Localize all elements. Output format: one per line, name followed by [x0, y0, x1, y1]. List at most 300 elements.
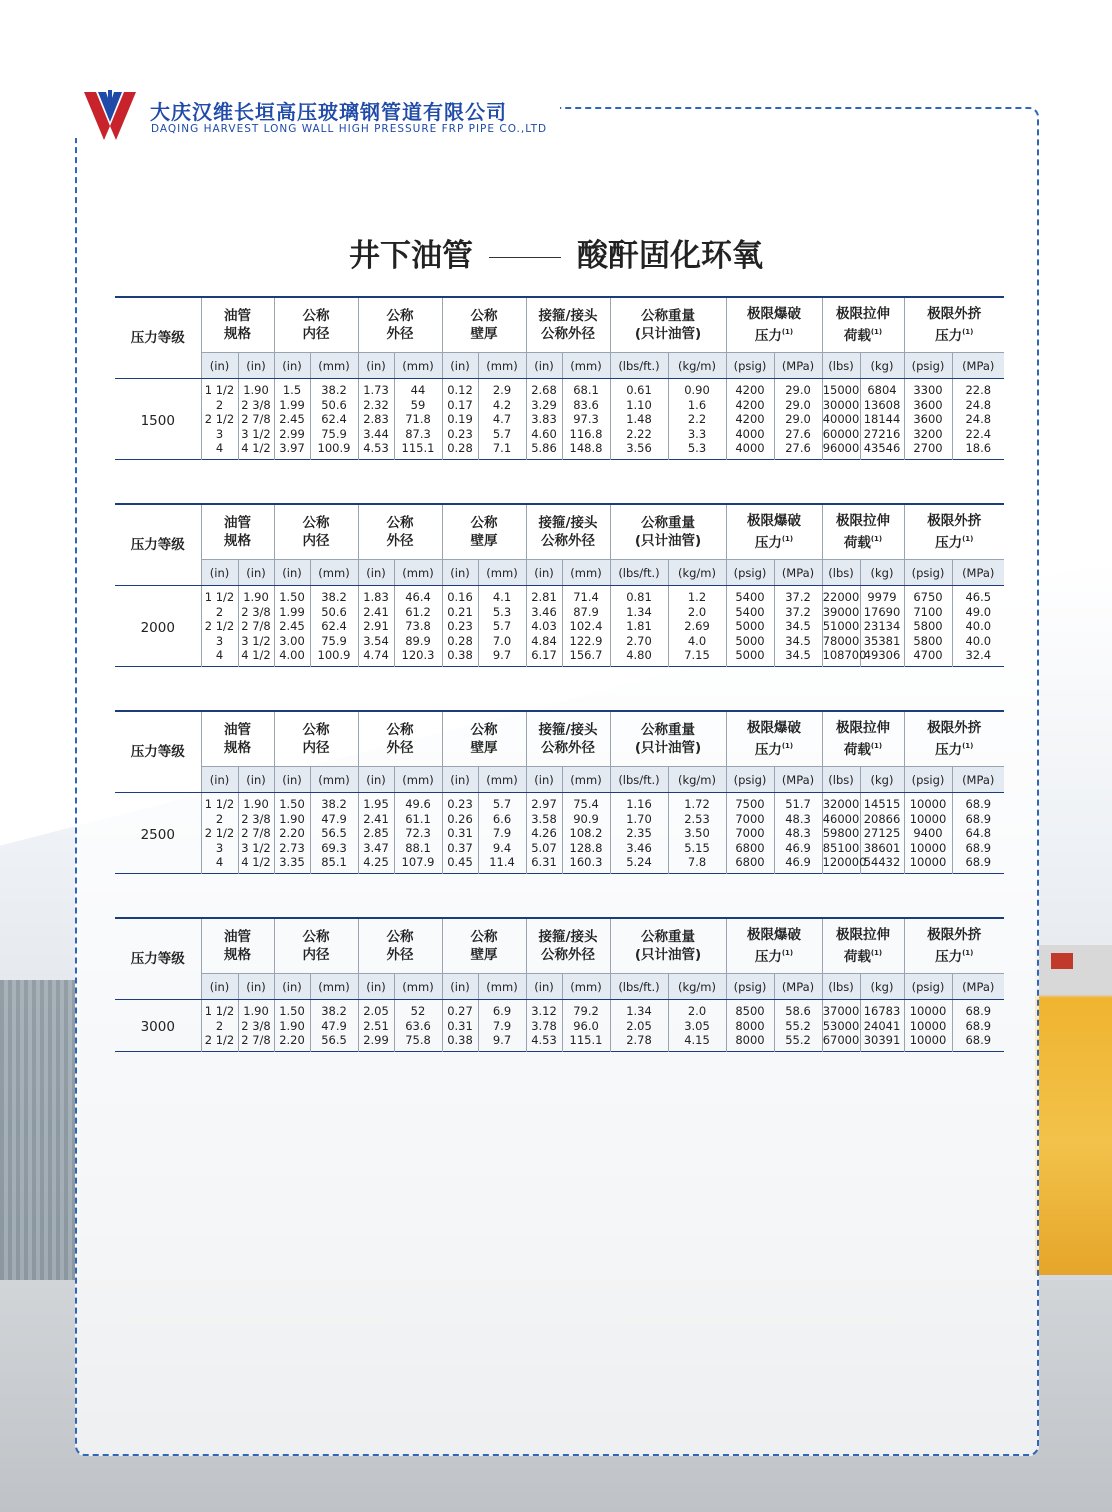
footnote-mark: (1) [870, 742, 883, 750]
header-collapse-pressure [904, 297, 1004, 353]
table-cell: 0.19 [442, 412, 478, 427]
unit-cell: (MPa) [952, 974, 1004, 1000]
table-cell: 4.2 [478, 398, 526, 413]
unit-cell: (kg/m) [668, 353, 726, 379]
table-cell: 4.74 [358, 648, 394, 666]
table-cell: 32.4 [965, 648, 992, 663]
spec-table-2000 [115, 503, 1004, 667]
table-cell: 14515 [860, 793, 904, 812]
footnote-mark: (1) [781, 949, 794, 957]
table-cell: 3.46 [526, 605, 562, 620]
table-cell: 2 3/8 [238, 812, 274, 827]
unit-cell: (kg) [860, 353, 904, 379]
header-burst-pressure-line2: 压力 [754, 535, 782, 551]
header-collapse-pressure-line2: 压力 [935, 535, 963, 551]
table-cell: 4 1/2 [238, 441, 274, 459]
table-cell: 2 7/8 [238, 619, 274, 634]
table-cell: 0.17 [442, 398, 478, 413]
table-cell: 10000 [904, 812, 952, 827]
header-nominal-od-line2: 外径 [386, 947, 414, 963]
table-cell: 2.20 [274, 826, 310, 841]
table-cell: 0.45 [442, 855, 478, 873]
table-cell: 24.8 [965, 397, 992, 412]
unit-cell: (MPa) [952, 560, 1004, 586]
table-row [115, 841, 1004, 856]
header-coupling-od [526, 711, 610, 767]
table-cell: 7500 [726, 793, 774, 812]
table-cell: 2 [201, 398, 238, 413]
table-cell: 1.10 [610, 398, 668, 413]
header-nominal-id-line1: 公称 [302, 308, 330, 324]
header-nominal-od [358, 297, 442, 353]
table-cell: 1.90 [238, 793, 274, 812]
table-cell: 35381 [860, 634, 904, 649]
table-row [115, 1000, 1004, 1019]
title-left: 井下油管 [349, 238, 473, 274]
table-cell: 7.9 [478, 1019, 526, 1034]
header-tensile-load [822, 504, 904, 560]
table-cell: 4700 [904, 648, 952, 666]
table-cell: 4.26 [526, 826, 562, 841]
unit-cell: (in) [442, 353, 478, 379]
table-cell: 4000 [726, 427, 774, 442]
table-cell: 1.95 [358, 793, 394, 812]
table-row [115, 619, 1004, 634]
table-cell: 29.0 [774, 398, 822, 413]
header-nominal-weight [610, 504, 726, 560]
table-cell: 2.35 [610, 826, 668, 841]
table-cell: 67000 [822, 1033, 860, 1051]
header-tubing-size [201, 504, 274, 560]
table-cell: 62.4 [310, 412, 358, 427]
header-collapse-pressure-line1: 极限外挤 [927, 720, 982, 736]
header-wall-thickness [442, 711, 526, 767]
table-cell: 10000 [904, 855, 952, 873]
header-wall-thickness-line1: 公称 [470, 929, 498, 945]
table-cell: 5800 [904, 619, 952, 634]
table-row [115, 586, 1004, 605]
table-cell: 3 1/2 [238, 841, 274, 856]
header-wall-thickness-line1: 公称 [470, 722, 498, 738]
company-logo-icon [82, 88, 138, 144]
table-cell: 18144 [860, 412, 904, 427]
unit-cell: (kg) [860, 974, 904, 1000]
table-cell: 68.9 [965, 811, 992, 826]
footnote-mark: (1) [870, 535, 883, 543]
table-cell: 1.48 [610, 412, 668, 427]
table-cell: 3.44 [358, 427, 394, 442]
table-cell: 2.78 [610, 1033, 668, 1051]
footnote-mark: (1) [870, 328, 883, 336]
table-cell: 75.9 [310, 427, 358, 442]
table-cell: 68.1 [562, 379, 610, 398]
page-title [0, 230, 1112, 275]
table-cell: 1.90 [274, 812, 310, 827]
header-nominal-od-line1: 公称 [386, 515, 414, 531]
unit-cell: (mm) [394, 560, 442, 586]
table-cell: 1.90 [238, 1000, 274, 1019]
table-cell: 156.7 [562, 648, 610, 666]
table-cell: 3600 [904, 412, 952, 427]
table-cell: 2.0 [668, 1000, 726, 1019]
table-cell: 4.15 [668, 1033, 726, 1051]
table-cell: 46.9 [774, 841, 822, 856]
table-cell: 69.3 [310, 841, 358, 856]
table-cell: 1.72 [668, 793, 726, 812]
table-cell: 68.9 [965, 855, 992, 870]
table-row [115, 605, 1004, 620]
table-cell: 128.8 [562, 841, 610, 856]
header-burst-pressure-line2: 压力 [754, 742, 782, 758]
table-cell: 4.00 [274, 648, 310, 666]
table-cell: 0.37 [442, 841, 478, 856]
header-burst-pressure [726, 918, 822, 974]
table-cell: 3200 [904, 427, 952, 442]
table-cell: 10000 [904, 1019, 952, 1034]
table-cell: 2.41 [358, 605, 394, 620]
header-burst-pressure-line1: 极限爆破 [747, 927, 801, 943]
unit-cell: (MPa) [774, 974, 822, 1000]
table-cell: 2 [201, 812, 238, 827]
unit-cell: (in) [238, 767, 274, 793]
header-collapse-pressure [904, 711, 1004, 767]
header-collapse-pressure-line2: 压力 [935, 328, 963, 344]
unit-cell: (MPa) [774, 767, 822, 793]
table-cell: 46.9 [774, 855, 822, 873]
header-wall-thickness [442, 918, 526, 974]
header-burst-pressure-line1: 极限爆破 [747, 720, 801, 736]
table-cell: 5000 [726, 619, 774, 634]
table-cell: 1 1/2 [201, 1000, 238, 1019]
table-cell: 89.9 [394, 634, 442, 649]
table-cell: 71.4 [562, 586, 610, 605]
table-cell: 3.00 [274, 634, 310, 649]
table-cell: 5400 [726, 605, 774, 620]
table-cell: 3.3 [668, 427, 726, 442]
table-cell: 2 7/8 [238, 412, 274, 427]
table-cell: 2 3/8 [238, 398, 274, 413]
table-cell: 8500 [726, 1000, 774, 1019]
header-wall-thickness-line1: 公称 [470, 308, 498, 324]
unit-cell: (in) [238, 560, 274, 586]
unit-cell: (in) [526, 974, 562, 1000]
table-cell: 79.2 [562, 1000, 610, 1019]
header-nominal-id-line1: 公称 [302, 929, 330, 945]
table-cell: 8000 [726, 1033, 774, 1051]
table-row [115, 793, 1004, 812]
table-cell: 22000 [822, 586, 860, 605]
header-tensile-load [822, 918, 904, 974]
unit-cell: (mm) [394, 767, 442, 793]
table-cell: 7000 [726, 826, 774, 841]
table-cell: 6750 [904, 586, 952, 605]
unit-cell: (MPa) [774, 353, 822, 379]
pressure-level-value: 2500 [115, 793, 201, 874]
table-cell: 1 1/2 [201, 793, 238, 812]
table-cell: 38.2 [310, 379, 358, 398]
header-burst-pressure-line2: 压力 [754, 328, 782, 344]
header-tubing-size-line1: 油管 [224, 929, 251, 945]
table-cell: 3.50 [668, 826, 726, 841]
table-cell: 4 [201, 648, 238, 666]
table-cell: 5400 [726, 586, 774, 605]
unit-cell: (mm) [310, 353, 358, 379]
table-cell: 2.97 [526, 793, 562, 812]
table-cell: 9.4 [478, 841, 526, 856]
table-cell: 4.80 [610, 648, 668, 666]
table-cell: 2.51 [358, 1019, 394, 1034]
table-cell: 6.9 [478, 1000, 526, 1019]
unit-cell: (mm) [394, 974, 442, 1000]
header-nominal-weight-line2: (只计油管) [634, 947, 702, 963]
table-cell: 38.2 [310, 586, 358, 605]
header-nominal-id-line2: 内径 [302, 947, 330, 963]
header-coupling-od-line1: 接箍/接头 [538, 929, 598, 945]
table-cell: 120000 [822, 855, 860, 873]
company-name-en: DAQING HARVEST LONG WALL HIGH PRESSURE FRP PIPE CO.,LTD [151, 123, 548, 135]
table-cell: 2 3/8 [238, 1019, 274, 1034]
table-cell: 17690 [860, 605, 904, 620]
footnote-mark: (1) [962, 742, 974, 750]
table-cell: 4.53 [526, 1033, 562, 1051]
table-cell: 48.3 [774, 826, 822, 841]
header-nominal-weight-line1: 公称重量 [641, 929, 695, 945]
table-cell: 7.0 [478, 634, 526, 649]
header-nominal-id-line1: 公称 [302, 515, 330, 531]
unit-cell: (in) [442, 974, 478, 1000]
table-cell: 96.0 [562, 1019, 610, 1034]
unit-cell: (psig) [904, 767, 952, 793]
table-cell: 3 [201, 634, 238, 649]
unit-cell: (in) [274, 353, 310, 379]
title-right: 酸酐固化环氧 [577, 238, 763, 274]
unit-cell: (mm) [562, 353, 610, 379]
table-cell: 49.0 [965, 604, 992, 619]
unit-cell: (lbs) [822, 353, 860, 379]
table-cell: 1.70 [610, 812, 668, 827]
table-cell: 4.60 [526, 427, 562, 442]
header-burst-pressure [726, 297, 822, 353]
table-cell: 48.3 [774, 812, 822, 827]
table-cell: 60000 [822, 426, 860, 441]
table-cell: 40.0 [965, 633, 992, 648]
header-nominal-weight [610, 918, 726, 974]
header-coupling-od [526, 297, 610, 353]
unit-cell: (kg/m) [668, 560, 726, 586]
table-cell: 102.4 [562, 619, 610, 634]
header-tensile-load [822, 297, 904, 353]
header-coupling-od-line1: 接箍/接头 [538, 515, 598, 531]
unit-cell: (mm) [562, 974, 610, 1000]
table-cell: 7.9 [478, 826, 526, 841]
table-cell: 5000 [726, 634, 774, 649]
table-cell: 1.73 [358, 379, 394, 398]
table-cell: 3 [201, 841, 238, 856]
table-cell: 2.99 [358, 1033, 394, 1051]
table-row [115, 648, 1004, 666]
table-cell: 43546 [860, 441, 904, 459]
table-cell: 108.2 [562, 826, 610, 841]
table-cell: 56.5 [310, 1033, 358, 1051]
unit-cell: (in) [238, 353, 274, 379]
table-cell: 1.50 [274, 793, 310, 812]
unit-cell: (kg/m) [668, 974, 726, 1000]
table-cell: 29.0 [774, 379, 822, 398]
table-cell: 1.81 [610, 619, 668, 634]
unit-cell: (lbs/ft.) [610, 767, 668, 793]
table-cell: 0.81 [610, 586, 668, 605]
table-cell: 2 1/2 [201, 1033, 238, 1051]
unit-cell: (psig) [726, 767, 774, 793]
header-nominal-od-line1: 公称 [386, 308, 414, 324]
table-cell: 90.9 [562, 812, 610, 827]
header-coupling-od-line2: 公称外径 [541, 326, 595, 342]
table-cell: 1.34 [610, 605, 668, 620]
table-cell: 87.9 [562, 605, 610, 620]
table-cell: 96000 [822, 441, 860, 459]
unit-cell: (in) [201, 767, 238, 793]
header-tubing-size-line2: 规格 [224, 326, 251, 342]
header-burst-pressure-line1: 极限爆破 [747, 513, 801, 529]
table-cell: 3 1/2 [238, 634, 274, 649]
table-cell: 2.81 [526, 586, 562, 605]
table-row [115, 379, 1004, 398]
table-cell: 5.3 [478, 605, 526, 620]
header-nominal-weight [610, 297, 726, 353]
table-cell: 59800 [822, 826, 860, 841]
table-cell: 1 1/2 [201, 379, 238, 398]
table-cell: 0.28 [442, 441, 478, 459]
table-cell: 53000 [822, 1018, 860, 1033]
table-cell: 37.2 [774, 605, 822, 620]
header-nominal-weight-line2: (只计油管) [634, 533, 702, 549]
unit-cell: (in) [358, 353, 394, 379]
footnote-mark: (1) [781, 535, 794, 543]
table-cell: 5.7 [478, 619, 526, 634]
table-cell: 1.50 [274, 1000, 310, 1019]
table-cell: 64.8 [965, 826, 992, 841]
table-cell: 2.45 [274, 619, 310, 634]
table-cell: 10000 [904, 1000, 952, 1019]
table-cell: 6800 [726, 855, 774, 873]
table-cell: 52 [394, 1000, 442, 1019]
table-cell: 40000 [822, 412, 860, 427]
table-cell: 44 [394, 379, 442, 398]
table-cell: 68.9 [965, 1018, 992, 1033]
header-tubing-size-line1: 油管 [224, 515, 251, 531]
table-cell: 0.21 [442, 605, 478, 620]
table-cell: 1.83 [358, 586, 394, 605]
header-nominal-weight-line1: 公称重量 [641, 515, 695, 531]
table-cell: 115.1 [394, 441, 442, 459]
table-cell: 4200 [726, 412, 774, 427]
table-cell: 2 1/2 [201, 412, 238, 427]
table-cell: 6804 [860, 379, 904, 398]
unit-cell: (in) [201, 353, 238, 379]
table-cell: 1.90 [274, 1019, 310, 1034]
table-cell: 2.91 [358, 619, 394, 634]
header-coupling-od-line2: 公称外径 [541, 740, 595, 756]
table-cell: 20866 [860, 812, 904, 827]
table-cell: 37000 [822, 1000, 860, 1019]
footnote-mark: (1) [962, 949, 974, 957]
unit-cell: (MPa) [952, 353, 1004, 379]
header-nominal-od [358, 711, 442, 767]
header-pressure-level: 压力等级 [115, 711, 201, 793]
table-row [115, 1019, 1004, 1034]
header-wall-thickness [442, 504, 526, 560]
table-cell: 23134 [860, 619, 904, 634]
table-cell: 27.6 [774, 441, 822, 459]
header-burst-pressure [726, 711, 822, 767]
table-cell: 115.1 [562, 1033, 610, 1051]
header-collapse-pressure-line1: 极限外挤 [927, 306, 982, 322]
header-burst-pressure-line2: 压力 [754, 949, 782, 965]
table-cell: 5.07 [526, 841, 562, 856]
table-cell: 29.0 [774, 412, 822, 427]
table-cell: 56.5 [310, 826, 358, 841]
table-cell: 2.0 [668, 605, 726, 620]
table-cell: 2.70 [610, 634, 668, 649]
company-name-cn: 大庆汉维长垣高压玻璃钢管道有限公司 [150, 100, 507, 124]
table-cell: 18.6 [965, 441, 992, 456]
table-cell: 13608 [860, 398, 904, 413]
header-nominal-od-line2: 外径 [386, 326, 414, 342]
table-cell: 32000 [822, 793, 860, 812]
table-row [115, 855, 1004, 873]
table-cell: 4.53 [358, 441, 394, 459]
background-pipe-stack [0, 980, 75, 1280]
table-cell: 75.4 [562, 793, 610, 812]
unit-cell: (psig) [904, 974, 952, 1000]
header-wall-thickness-line1: 公称 [470, 515, 498, 531]
table-cell: 7000 [726, 812, 774, 827]
table-cell: 0.23 [442, 793, 478, 812]
table-cell: 100.9 [310, 441, 358, 459]
unit-cell: (in) [442, 767, 478, 793]
table-cell: 5.7 [478, 427, 526, 442]
header-nominal-id-line2: 内径 [302, 740, 330, 756]
table-cell: 3.83 [526, 412, 562, 427]
table-cell: 50.6 [310, 398, 358, 413]
table-cell: 148.8 [562, 441, 610, 459]
header-tubing-size [201, 297, 274, 353]
table-cell: 3.78 [526, 1019, 562, 1034]
table-cell: 2 7/8 [238, 826, 274, 841]
table-cell: 7.15 [668, 648, 726, 666]
table-cell: 0.28 [442, 634, 478, 649]
unit-cell: (kg) [860, 767, 904, 793]
table-cell: 51000 [822, 619, 860, 634]
table-cell: 38.2 [310, 1000, 358, 1019]
header-coupling-od-line1: 接箍/接头 [538, 308, 598, 324]
table-cell: 2.73 [274, 841, 310, 856]
table-cell: 4 [201, 855, 238, 873]
unit-cell: (mm) [310, 974, 358, 1000]
table-cell: 116.8 [562, 427, 610, 442]
unit-cell: (mm) [394, 353, 442, 379]
table-cell: 1 1/2 [201, 586, 238, 605]
table-cell: 78000 [822, 633, 860, 648]
header-nominal-weight [610, 711, 726, 767]
table-cell: 0.23 [442, 427, 478, 442]
table-cell: 0.38 [442, 648, 478, 666]
header-tensile-load-line2: 荷载 [843, 742, 871, 758]
table-cell: 2.41 [358, 812, 394, 827]
header-pressure-level: 压力等级 [115, 297, 201, 379]
table-cell: 87.3 [394, 427, 442, 442]
table-cell: 0.27 [442, 1000, 478, 1019]
